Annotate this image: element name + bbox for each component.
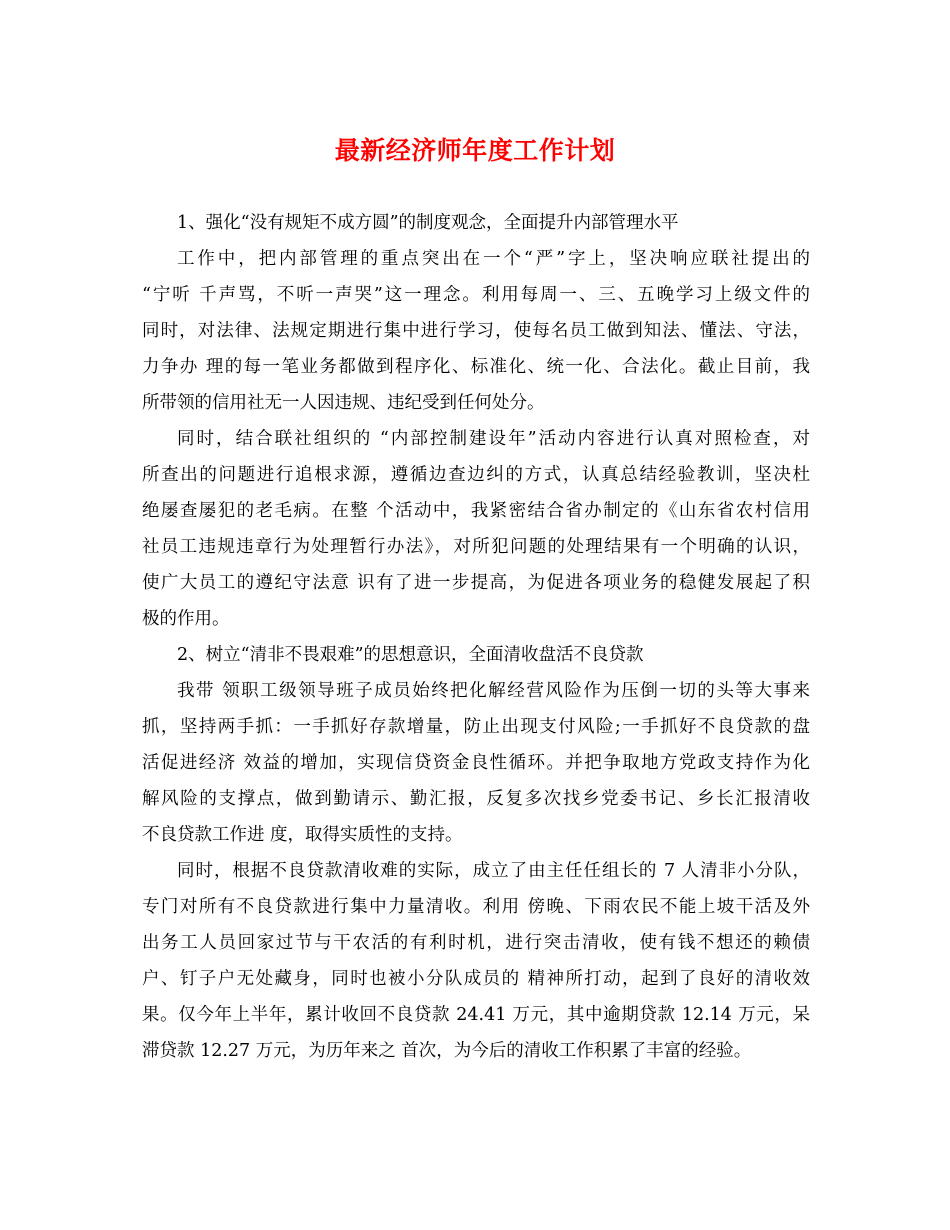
section-heading-1: 1、强化“没有规矩不成方圆”的制度观念，全面提升内部管理水平 [177,213,679,233]
paragraph-line: 工作中，把内部管理的重点突出在一个“严”字上，坚决响应联社提出的 [177,249,810,269]
paragraph-line: 抓，坚持两手抓：一手抓好存款增量，防止出现支付风险;一手抓好不良贷款的盘 [142,717,810,737]
paragraph-line: 专门对所有不良贷款进行集中力量清收。利用 傍晚、下雨农民不能上坡干活及外 [142,897,810,917]
paragraph-line: 社员工违规违章行为处理暂行办法》，对所犯问题的处理结果有一个明确的认识， [142,537,810,557]
paragraph-line: 同时，结合联社组织的 “内部控制建设年”活动内容进行认真对照检查，对 [177,429,810,449]
paragraph-line: 力争办 理的每一笔业务都做到程序化、标准化、统一化、合法化。截止目前，我 [142,357,810,377]
paragraph-line: 同时，根据不良贷款清收难的实际，成立了由主任任组长的 7 人清非小分队， [177,861,810,881]
paragraph-line: 绝屡查屡犯的老毛病。在整 个活动中，我紧密结合省办制定的《山东省农村信用 [142,501,810,521]
paragraph-line: 户、钉子户无处藏身，同时也被小分队成员的 精神所打动，起到了良好的清收效 [142,969,810,989]
paragraph-line: 活促进经济 效益的增加，实现信贷资金良性循环。并把争取地方党政支持作为化 [142,753,810,773]
paragraph-line: 果。仅今年上半年，累计收回不良贷款 24.41 万元，其中逾期贷款 12.14 万元，呆 [142,1005,810,1025]
paragraph-line: 使广大员工的遵纪守法意 识有了进一步提高，为促进各项业务的稳健发展起了积 [142,573,810,593]
document-title: 最新经济师年度工作计划 [334,136,616,165]
document-body [142,205,810,1069]
paragraph-line: “宁听 千声骂，不听一声哭”这一理念。利用每周一、三、五晚学习上级文件的 [142,285,810,305]
paragraph-line: 同时，对法律、法规定期进行集中进行学习，使每名员工做到知法、懂法、守法， [142,321,810,341]
paragraph-line: 滞贷款 12.27 万元，为历年来之 首次，为今后的清收工作积累了丰富的经验。 [142,1041,752,1061]
paragraph-line: 所查出的问题进行追根求源，遵循边查边纠的方式，认真总结经验教训，坚决杜 [142,465,810,485]
paragraph-line: 所带领的信用社无一人因违规、违纪受到任何处分。 [142,393,545,413]
paragraph-line: 我带 领职工级领导班子成员始终把化解经营风险作为压倒一切的头等大事来 [177,681,810,701]
paragraph-line: 极的作用。 [142,609,230,629]
paragraph-line: 解风险的支撑点，做到勤请示、勤汇报，反复多次找乡党委书记、乡长汇报清收 [142,789,810,809]
paragraph-line: 不良贷款工作进 度，取得实质性的支持。 [142,825,463,845]
paragraph-line: 出务工人员回家过节与干农活的有利时机，进行突击清收，使有钱不想还的赖债 [142,933,810,953]
section-heading-2: 2、树立“清非不畏艰难”的思想意识，全面清收盘活不良贷款 [177,645,644,665]
